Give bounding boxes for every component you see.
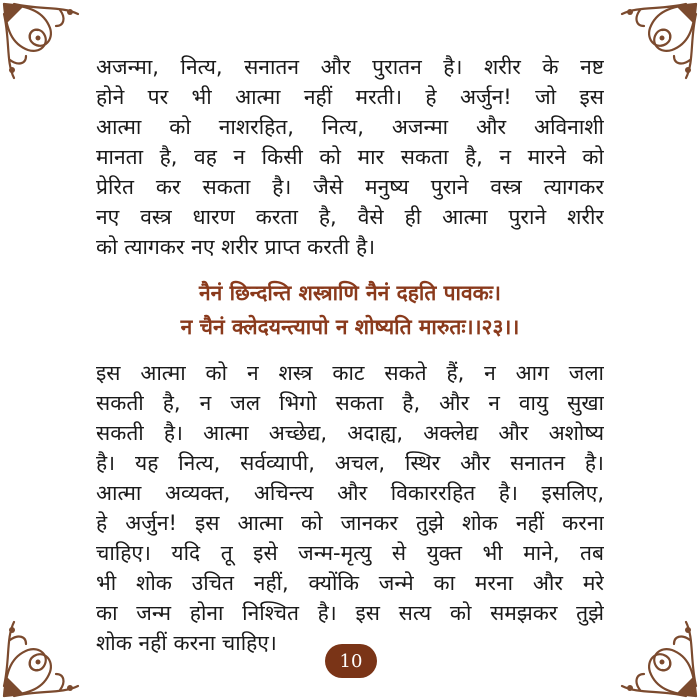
text-line: आत्मा को नाशरहित, नित्य, अजन्मा और अविनाशी — [96, 115, 604, 139]
text-line: अजन्मा, नित्य, सनातन और पुरातन है। शरीर के नष्ट — [96, 55, 604, 79]
text-line: को त्यागकर नए शरीर प्राप्त करती है। — [96, 235, 376, 259]
text-line: चाहिए। यदि तू इसे जन्म-मृत्यु से युक्त भी माने, तब — [96, 541, 604, 565]
text-line: आत्मा अव्यक्त, अचिन्त्य और विकाररहित है। इसलिए, — [96, 481, 604, 505]
text-line: भी शोक उचित नहीं, क्योंकि जन्मे का मरना और मरे — [96, 571, 604, 595]
floral-corner-ornament-icon — [612, 612, 700, 700]
verse-line: नैनं छिन्दन्ति शस्त्राणि नैनं दहति पावकः। — [198, 281, 502, 305]
text-line: नए वस्त्र धारण करता है, वैसे ही आत्मा पुराने शरीर — [96, 205, 604, 229]
text-line: शोक नहीं करना चाहिए। — [96, 631, 277, 655]
text-line: होने पर भी आत्मा नहीं मरती। हे अर्जुन! जो इस — [96, 85, 604, 109]
text-line: मानता है, वह न किसी को मार सकता है, न मारने को — [96, 145, 604, 169]
text-line: प्रेरित कर सकता है। जैसे मनुष्य पुराने वस्त्र त्यागकर — [96, 175, 604, 199]
floral-corner-ornament-icon — [0, 612, 88, 700]
text-line: सकती है, न जल भिगो सकता है, और न वायु सुखा — [96, 391, 604, 415]
text-line: हे अर्जुन! इस आत्मा को जानकर तुझे शोक नहीं करना — [96, 511, 604, 535]
text-line: है। यह नित्य, सर्वव्यापी, अचल, स्थिर और सनातन है। — [96, 451, 604, 475]
page-content — [96, 52, 604, 658]
paragraph-2 — [96, 358, 604, 658]
verse-line: न चैनं क्लेदयन्त्यापो न शोष्यति मारुतः।।२३।। — [180, 315, 520, 339]
text-line: सकती है। आत्मा अच्छेद्य, अदाह्य, अक्लेद्य और अशोष्य — [96, 421, 604, 445]
page-number-badge — [325, 644, 377, 678]
text-line: इस आत्मा को न शस्त्र काट सकते हैं, न आग जला — [96, 361, 604, 385]
floral-corner-ornament-icon — [612, 0, 700, 88]
paragraph-1 — [96, 52, 604, 262]
sanskrit-verse — [96, 276, 604, 344]
floral-corner-ornament-icon — [0, 0, 88, 88]
page-number: 10 — [339, 650, 363, 672]
text-line: का जन्म होना निश्चित है। इस सत्य को समझकर तुझे — [96, 601, 604, 625]
